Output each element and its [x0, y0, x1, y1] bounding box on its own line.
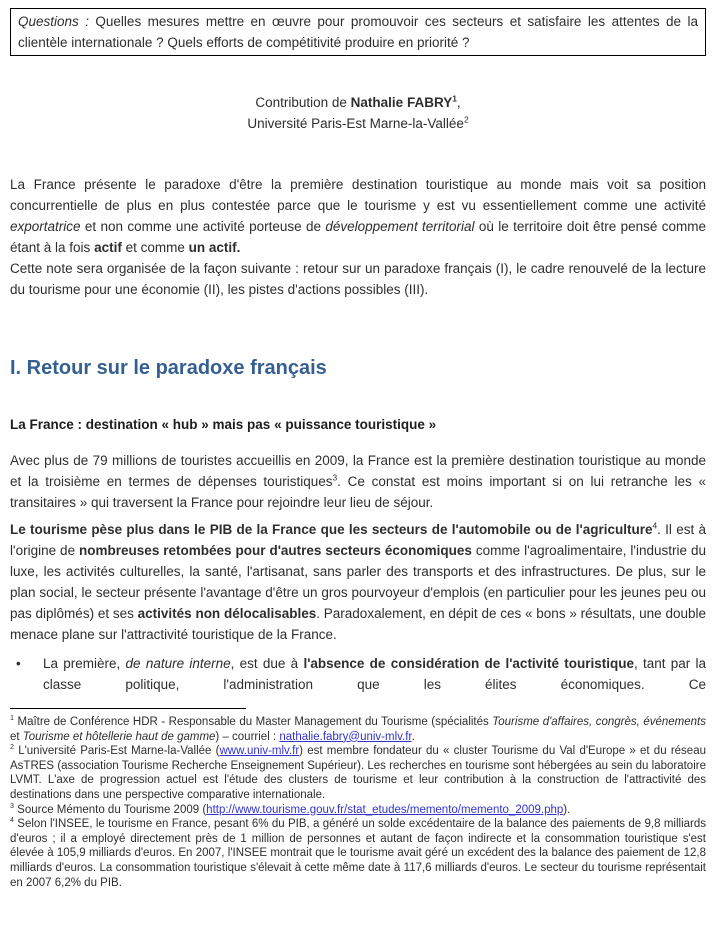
footnote-2: $^2$ L'université Paris-Est Marne-la-Vallée (www.univ-mlv.fr) est membre fondateur du « cluster Tourisme du Val d'Europe » et du réseau AsTRES (association Tourisme Recherche Enseignement Supérieur). Les recherches en tourisme sont hébergées au sein du laboratoire LVMT. L'axe de progression actuel est l'étude des clusters de tourisme et leur contribution à la construction de l'attractivité des destinations dans une perspective comparative internationale. [10, 743, 706, 801]
hyperlink[interactable]: nathalie.fabry@univ-mlv.fr [279, 730, 412, 743]
subsection-heading: La France : destination « hub » mais pas « puissance touristique » [10, 417, 437, 432]
section-heading: I. Retour sur le paradoxe français [10, 357, 327, 379]
hyperlink[interactable]: www.univ-mlv.fr [219, 745, 300, 758]
question-text: Questions : Quelles mesures mettre en œuvre pour promouvoir ces secteurs et satisfaire les attentes de la clientèle internationale ? Quels efforts de compétitivité produire en priorité ? [18, 14, 698, 50]
question-box [10, 8, 706, 56]
paragraph-tourism-pib: Le tourisme pèse plus dans le PIB de la France que les secteurs de l'automobile ou de l'agriculture$^4$. Il est à l'origine de nombreuses retombées pour d'autres secteurs économiques comme l'agroalimentaire, l'industrie du luxe, les activités culturelles, la santé, l'artisanat, sans parler des transports et des infrastructures. De plus, sur le plan social, le secteur présente l'avantage d'être un gros pourvoyeur d'emplois (en particulier pour les jeunes peu ou pas diplômés) et ses activités non délocalisables. Paradoxalement, en dépit de ces « bons » résultats, une double menace plane sur l'attractivité touristique de la France. [10, 520, 707, 642]
bullet-item [10, 653, 706, 695]
byline [10, 92, 706, 134]
bullet-icon: • [16, 656, 21, 671]
byline-affiliation: Université Paris-Est Marne-la-Vallée$^2$ [247, 114, 469, 131]
paragraph-hub-stats: Avec plus de 79 millions de touristes accueillis en 2009, la France est la première destination touristique au monde et la troisième en termes de dépenses touristiques$^3$. Ce constat est moins important si on lui retranche les « transitaires » qui traversent la France pour rejoindre leur lieu de séjour. [10, 453, 706, 510]
outline-paragraph: Cette note sera organisée de la façon suivante : retour sur un paradoxe français (I), le cadre renouvelé de la lecture du tourisme pour une économie (II), les pistes d'actions possibles (III). [10, 261, 706, 297]
footnote-3: $^3$ Source Mémento du Tourisme 2009 (http://www.tourisme.gouv.fr/stat_etudes/memento/memento_2009.php). [10, 801, 571, 816]
byline-author: Contribution de Nathalie FABRY$^1$, [255, 93, 461, 110]
footnote-4: $^4$ Selon l'INSEE, le tourisme en France, pesant 6% du PIB, a généré un solde excédentaire de la balance des paiements de 9,8 milliards d'euros ; il a employé directement près de 1 million de personnes et autant de façon indirecte et la consommation touristique s'est élevée à 105,9 milliards d'euros. En 2007, l'INSEE montrait que le tourisme avait géré un excédent des la balance des paiement de 12,8 milliards d'euros. La consommation touristique s'élevait à cette même date à 117,6 milliards d'euros. Le secteur du tourisme représentait en 2007 6,2% du PIB. [10, 816, 706, 889]
footnote-separator [10, 708, 246, 709]
hyperlink[interactable]: http://www.tourisme.gouv.fr/stat_etudes/memento/memento_2009.php [206, 803, 564, 816]
footnote-1: $^1$ Maître de Conférence HDR - Responsable du Master Management du Tourisme (spécialités Tourisme d'affaires, congrès, événements et Tourisme et hôtellerie haut de gamme) – courriel : nathalie.fabry@univ-mlv.fr. [10, 714, 706, 743]
intro-block [10, 174, 706, 300]
bullet-text: La première, de nature interne, est due à l'absence de considération de l'activité touristique, tant par la classe politique, l'administration que les élites économiques. Ce [43, 656, 706, 692]
footnotes-block [10, 715, 706, 890]
intro-paragraph: La France présente le paradoxe d'être la première destination touristique au monde mais voit sa position concurrentielle de plus en plus contestée parce que le tourisme y est vu essentiellement comme une activité exportatrice et non comme une activité porteuse de développement territorial où le territoire doit être pensé comme étant à la fois actif et comme un actif. [10, 177, 706, 255]
